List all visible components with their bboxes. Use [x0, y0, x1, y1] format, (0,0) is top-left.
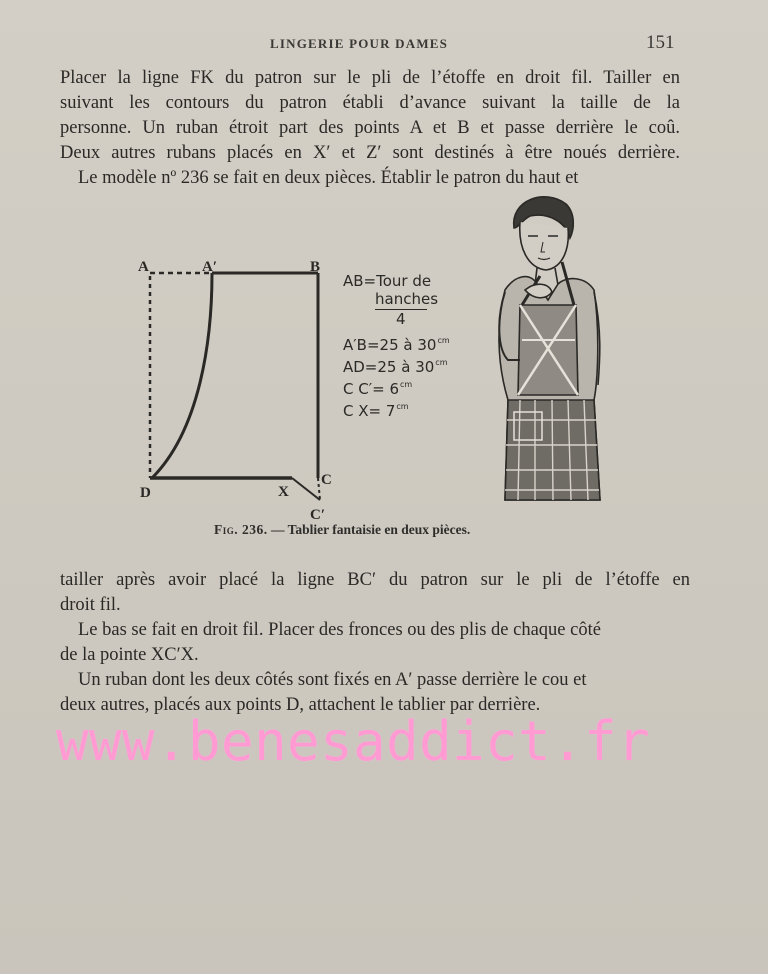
measurement-label: AD=25 à 30 — [343, 358, 435, 376]
text-line: personne. Un ruban étroit part des points A et B et passe derrière le coû. — [60, 118, 680, 138]
text-line: deux autres, placés aux points D, attachent le tablier par derrière. — [60, 695, 541, 715]
measurement-label: A′B=25 à 30 — [343, 336, 437, 354]
measurement-row — [343, 376, 450, 398]
text-line: tailler après avoir placé la ligne BC′ du patron sur le pli de l’étoffe en — [60, 570, 690, 590]
text-line: Placer la ligne FK du patron sur le pli de l’étoffe en droit fil. Tailler en — [60, 68, 680, 88]
measurement-row — [343, 398, 450, 420]
text-line: de la pointe XC′X. — [60, 645, 199, 665]
text-line: suivant les contours du patron établi d’avance suivant la taille de la — [60, 93, 680, 113]
text-line: Le bas se fait en droit fil. Placer des fronces ou des plis de chaque côté — [78, 620, 601, 640]
apron-illustration — [499, 197, 600, 500]
fraction-numerator: hanches — [375, 290, 439, 308]
text-line: Deux autres rubans placés en X′ et Z′ sont destinés à être noués derrière. — [60, 143, 680, 163]
measurement-label: C X= 7 — [343, 402, 396, 420]
figure-caption — [214, 522, 470, 538]
measurement-unit: cm — [437, 336, 450, 345]
point-label: A — [138, 259, 149, 275]
measurement-label: C C′= 6 — [343, 380, 400, 398]
line-x-cprime — [292, 478, 320, 500]
fraction-denominator: 4 — [396, 310, 406, 328]
measurement-row — [343, 354, 450, 376]
point-label: D — [140, 485, 151, 501]
point-label: C′ — [310, 507, 326, 523]
caption-label: Fig. 236. — [214, 522, 268, 537]
point-label: B — [310, 259, 321, 275]
line-c-cprime — [318, 478, 320, 500]
body-text-bottom — [60, 568, 690, 718]
point-label: X — [278, 484, 289, 500]
point-label: A′ — [202, 259, 218, 275]
curve-aprime-d — [152, 273, 212, 478]
measurement-unit: cm — [435, 358, 448, 367]
measurement-row — [343, 332, 450, 354]
caption-text: — Tablier fantaisie en deux pièces. — [267, 522, 471, 537]
point-label: C — [321, 472, 332, 488]
running-title: LINGERIE POUR DAMES — [270, 36, 449, 51]
ab-label: AB=Tour de — [343, 272, 432, 290]
page-number: 151 — [646, 32, 675, 53]
measurements-legend — [343, 272, 450, 420]
text-line: Un ruban dont les deux côtés sont fixés en A′ passe derrière le cou et — [78, 670, 587, 690]
text-line: Le modèle nº 236 se fait en deux pièces. Établir le patron du haut et — [78, 168, 579, 188]
text-line: droit fil. — [60, 595, 121, 615]
measurement-unit: cm — [396, 402, 409, 411]
watermark: www.benesaddict.fr — [56, 710, 651, 773]
measurement-unit: cm — [400, 380, 413, 389]
